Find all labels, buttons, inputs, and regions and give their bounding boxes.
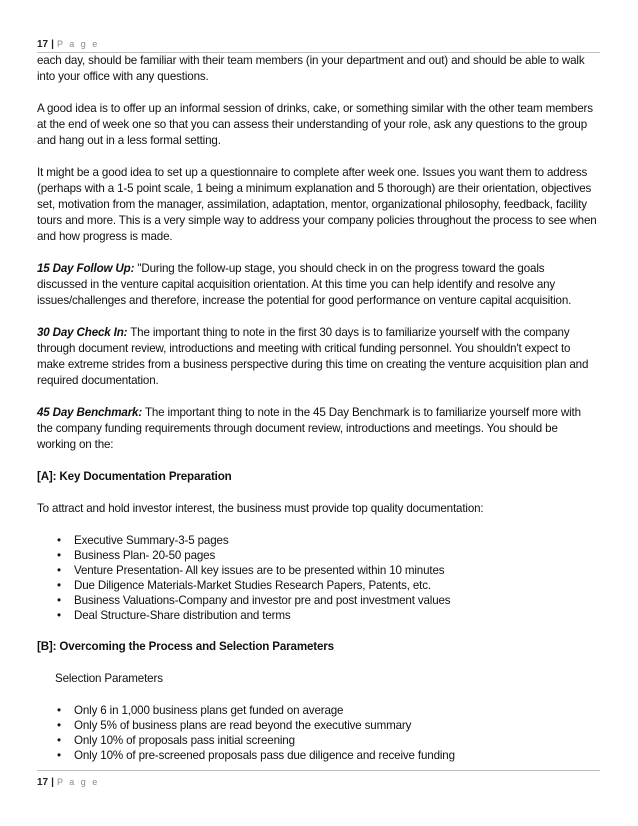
paragraph-continuation: each day, should be familiar with their team members (in your department and out) and should be able to walk into your office with any questions. — [37, 54, 585, 83]
section-a-intro: To attract and hold investor interest, the business must provide top quality documentation: — [37, 502, 484, 515]
text-15-day-follow-up: "During the follow-up stage, you should check in on the progress toward the goals discussed in the venture capital acquisition orientation. At this time you can help identify and resolve any issues/challenges and therefore, increase the potential for good performance on venture capital acquisition. — [37, 262, 572, 307]
list-item-text: Executive Summary-3-5 pages — [74, 534, 229, 547]
bullet-icon: • — [57, 719, 61, 732]
page-header — [37, 38, 600, 52]
footer-page-number: 17 — [37, 777, 49, 788]
section-a-heading: [A]: Key Documentation Preparation — [37, 470, 232, 483]
paragraph-15-day — [37, 261, 597, 309]
list-item-text: Business Plan- 20-50 pages — [74, 549, 216, 562]
footer-page-word: P a g e — [56, 777, 100, 787]
list-item — [37, 578, 597, 593]
label-45-day-benchmark: 45 Day Benchmark: — [37, 406, 143, 419]
list-item-text: Only 10% of proposals pass initial screening — [74, 734, 295, 747]
bullet-icon: • — [57, 534, 61, 547]
label-30-day-check-in: 30 Day Check In: — [37, 326, 128, 339]
list-item — [37, 548, 597, 563]
list-item — [37, 748, 597, 763]
page-footer — [37, 776, 600, 789]
list-item — [37, 563, 597, 578]
footer-rule — [37, 770, 600, 771]
bullet-icon: • — [57, 594, 61, 607]
header-separator: | — [51, 39, 54, 50]
list-item-text: Business Valuations-Company and investor pre and post investment values — [74, 594, 451, 607]
bullet-icon: • — [57, 549, 61, 562]
bullet-icon: • — [57, 704, 61, 717]
list-item — [37, 593, 597, 608]
list-item — [37, 533, 597, 548]
list-item — [37, 718, 597, 733]
section-a-list — [37, 533, 597, 623]
list-item-text: Only 5% of business plans are read beyond the executive summary — [74, 719, 412, 732]
text-45-day-benchmark: The important thing to note in the 45 Day Benchmark is to familiarize yourself more with the company funding requirements through document review, introductions and meetings. You should be working on the: — [37, 406, 581, 451]
bullet-icon: • — [57, 734, 61, 747]
header-page-word: P a g e — [56, 39, 100, 49]
header-page-number: 17 — [37, 39, 49, 50]
list-item-text: Only 10% of pre-screened proposals pass due diligence and receive funding — [74, 749, 455, 762]
page-body — [37, 53, 597, 779]
bullet-icon: • — [57, 564, 61, 577]
list-item-text: Only 6 in 1,000 business plans get funded on average — [74, 704, 344, 717]
list-item-text: Venture Presentation- All key issues are to be presented within 10 minutes — [74, 564, 445, 577]
text-30-day-check-in: The important thing to note in the first 30 days is to familiarize yourself with the company through document review, introductions and meeting with critical funding personnel. You shouldn't expect to make extreme strides from a business perspective during this time on creating the venture acquisition plan and required documentation. — [37, 326, 589, 387]
list-item — [37, 733, 597, 748]
list-item-text: Due Diligence Materials-Market Studies Research Papers, Patents, etc. — [74, 579, 431, 592]
footer-separator: | — [51, 777, 54, 788]
bullet-icon: • — [57, 579, 61, 592]
paragraph-questionnaire: It might be a good idea to set up a questionnaire to complete after week one. Issues you want them to address (perhaps with a 1-5 point scale, 1 being a minimum explanation and 5 thorough) are their orientation, objectives set, motivation from the manager, assimilation, adaptation, mentor, organizational philosophy, feedback, facility tours and more. This is a very simple way to address your company policies throughout the process to see when and how progress is made. — [37, 166, 597, 243]
label-15-day-follow-up: 15 Day Follow Up: — [37, 262, 135, 275]
paragraph-45-day — [37, 405, 597, 453]
bullet-icon: • — [57, 609, 61, 622]
section-b-heading: [B]: Overcoming the Process and Selection Parameters — [37, 640, 334, 653]
list-item — [37, 703, 597, 718]
paragraph-30-day — [37, 325, 597, 389]
section-b-list — [37, 703, 597, 763]
paragraph-informal-session: A good idea is to offer up an informal session of drinks, cake, or something similar with the other team members at the end of week one so that you can assess their understanding of your role, ask any questions to the group and hang out in a less formal setting. — [37, 102, 593, 147]
bullet-icon: • — [57, 749, 61, 762]
list-item-text: Deal Structure-Share distribution and terms — [74, 609, 291, 622]
list-item — [37, 608, 597, 623]
section-b-sublabel: Selection Parameters — [55, 672, 163, 685]
